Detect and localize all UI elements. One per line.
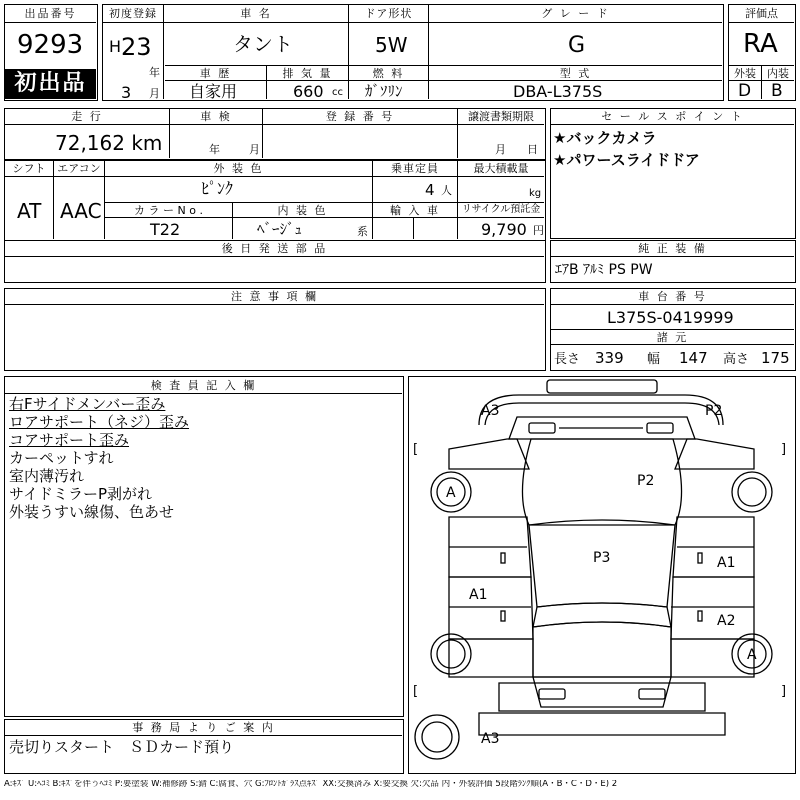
int-label: 内装 [767, 67, 789, 80]
inspector-line: 室内薄汚れ [9, 467, 85, 485]
inspector-line: カーペットすれ [9, 449, 114, 467]
mark-p3: P3 [593, 550, 611, 566]
chassis-box [550, 288, 796, 371]
model-label: 型 式 [559, 67, 592, 80]
displacement-unit: cc [332, 87, 343, 98]
load-label: 最大積載量 [473, 162, 529, 175]
car-name: タント [233, 32, 293, 56]
seats-unit: 人 [441, 184, 452, 197]
mark-p2-hood: P2 [637, 473, 655, 489]
mark-bracket: [ [413, 442, 419, 457]
month-unit: 月 [149, 87, 160, 100]
damage-diagram [408, 376, 796, 774]
mark-bracket: [ [413, 684, 419, 699]
mark-a3-top: A3 [481, 403, 500, 419]
sales-point-1: ★バックカメラ [553, 129, 657, 147]
lot-number: 9293 [17, 30, 84, 60]
sales-label: セ ー ル ス ポ イ ン ト [601, 110, 744, 123]
equipment: ｴｱB ｱﾙﾐ PS PW [555, 262, 653, 278]
door-type: 5W [375, 33, 408, 57]
fuel-label: 燃 料 [372, 67, 405, 80]
seats: 4 [425, 181, 435, 199]
chassis-number: L375S-0419999 [607, 308, 734, 327]
color-no-label: カ ラ ー N o . [134, 204, 203, 217]
first-listing-badge: 初出品 [5, 69, 96, 99]
exterior-color-label: 外 装 色 [213, 162, 264, 175]
reg-no-label: 登 録 番 号 [325, 110, 395, 123]
lot-box [4, 4, 98, 101]
color-no: T22 [150, 220, 181, 239]
reg-month: 3 [121, 83, 132, 102]
history-label: 車 歴 [199, 67, 232, 80]
interior-color: ﾍﾞｰｼﾞｭ [257, 220, 303, 238]
height-label: 高さ [723, 352, 750, 367]
seats-label: 乗車定員 [391, 162, 439, 175]
inspection-label: 車 検 [200, 110, 232, 123]
grade-label: グ レ ー ド [541, 7, 610, 20]
width-label: 幅 [647, 352, 661, 367]
ac: AAC [60, 199, 102, 223]
load-unit: kg [529, 188, 542, 199]
mark-p2-top: P2 [705, 403, 723, 419]
shift-label: シフト [12, 162, 46, 175]
mark-bracket: ] [781, 684, 787, 699]
interior-unit: 系 [357, 225, 368, 238]
header-row-1 [102, 4, 724, 101]
transfer-label: 譲渡書類期限 [468, 110, 534, 123]
office-text: 売切りスタート ＳＤカード預り [9, 738, 235, 756]
dims-label: 諸 元 [656, 331, 689, 344]
office-box [4, 719, 404, 774]
mark-a2-right: A2 [717, 613, 736, 629]
reg-year: 23 [121, 33, 152, 61]
office-label: 事 務 局 よ り ご 案 内 [132, 721, 275, 734]
inspection-month: 月 [249, 143, 260, 156]
exterior-color: ﾋﾟﾝｸ [201, 179, 234, 198]
ext-label: 外装 [734, 67, 756, 80]
displacement-label: 排 気 量 [282, 67, 333, 80]
transfer-day: 日 [527, 143, 538, 156]
mark-bracket: ] [781, 442, 787, 457]
history: 自家用 [189, 82, 238, 101]
inspector-line: コアサポート歪み [9, 431, 130, 449]
height: 175 [761, 349, 790, 367]
model-code: DBA-L375S [513, 82, 603, 101]
ext-grade: D [738, 81, 752, 101]
sales-points [550, 108, 796, 239]
mark-a-left: A [446, 485, 456, 501]
mileage-row [4, 108, 546, 160]
sales-point-2: ★パワースライドドア [553, 151, 700, 169]
recycle-label: リサイクル預託金 [461, 204, 541, 215]
displacement: 660 [293, 82, 324, 101]
width: 147 [679, 349, 708, 367]
recycle-fee: 9,790 [481, 220, 527, 239]
transfer-month: 月 [495, 143, 506, 156]
first-reg-label: 初度登録 [109, 7, 157, 20]
inspector-label: 検 査 員 記 入 欄 [150, 379, 257, 392]
era: H [109, 37, 122, 56]
lot-label: 出品番号 [24, 7, 77, 20]
later-parts-label: 後 日 発 送 部 品 [221, 242, 328, 255]
inspector-line: ロアサポート（ネジ）歪み [9, 413, 190, 431]
car-name-label: 車 名 [240, 7, 272, 20]
recycle-unit: 円 [533, 224, 544, 237]
inspection-year: 年 [209, 143, 220, 156]
ac-label: エアコン [57, 162, 101, 175]
inspector-line: サイドミラーP剥がれ [9, 485, 152, 503]
score-label: 評価点 [745, 7, 778, 20]
score: RA [743, 29, 778, 59]
door-label: ドア形状 [364, 7, 413, 20]
mark-a1-right: A1 [717, 555, 736, 571]
int-grade: B [771, 81, 783, 101]
inspector-line: 外装うすい線傷、色あせ [9, 503, 175, 521]
interior-color-label: 内 装 色 [277, 204, 328, 217]
length: 339 [595, 349, 624, 367]
legend: A:ｷｽﾞ U:ﾍｺﾐ B:ｷｽﾞを伴うﾍｺﾐ P:要塗装 W:補修跡 S:錆 C:腐食、穴 G:ﾌﾛﾝﾄｶﾞﾗｽ点ｷｽﾞ XX:交換済み X:要交換 欠:欠品 内・外装評価 5段階ﾗﾝｸ順(A・B・C・D・E) 2 [4, 780, 618, 789]
mark-a3-bottom: A3 [481, 731, 500, 747]
genuine-equipment [550, 240, 796, 283]
fuel: ｶﾞｿﾘﾝ [365, 82, 403, 100]
inspector-line: 右Fサイドメンバー歪み [9, 395, 166, 413]
notes-box [4, 288, 546, 371]
mileage-label: 走 行 [71, 110, 103, 123]
score-box [728, 4, 796, 101]
mark-a-right: A [747, 647, 757, 663]
grade: G [568, 33, 586, 58]
import-label: 輸 入 車 [390, 204, 440, 217]
length-label: 長さ [554, 352, 581, 367]
equipment-label: 純 正 装 備 [638, 242, 707, 255]
later-parts [4, 240, 546, 283]
mileage: 72,162 km [55, 131, 163, 155]
shift: AT [17, 199, 42, 223]
chassis-label: 車 台 番 号 [638, 290, 707, 303]
year-unit: 年 [149, 66, 160, 79]
car-outline-diagram [409, 377, 794, 772]
spec-row [4, 160, 546, 241]
notes-label: 注 意 事 項 欄 [231, 290, 318, 303]
mark-a1-left: A1 [469, 587, 488, 603]
inspector-box [4, 376, 404, 717]
